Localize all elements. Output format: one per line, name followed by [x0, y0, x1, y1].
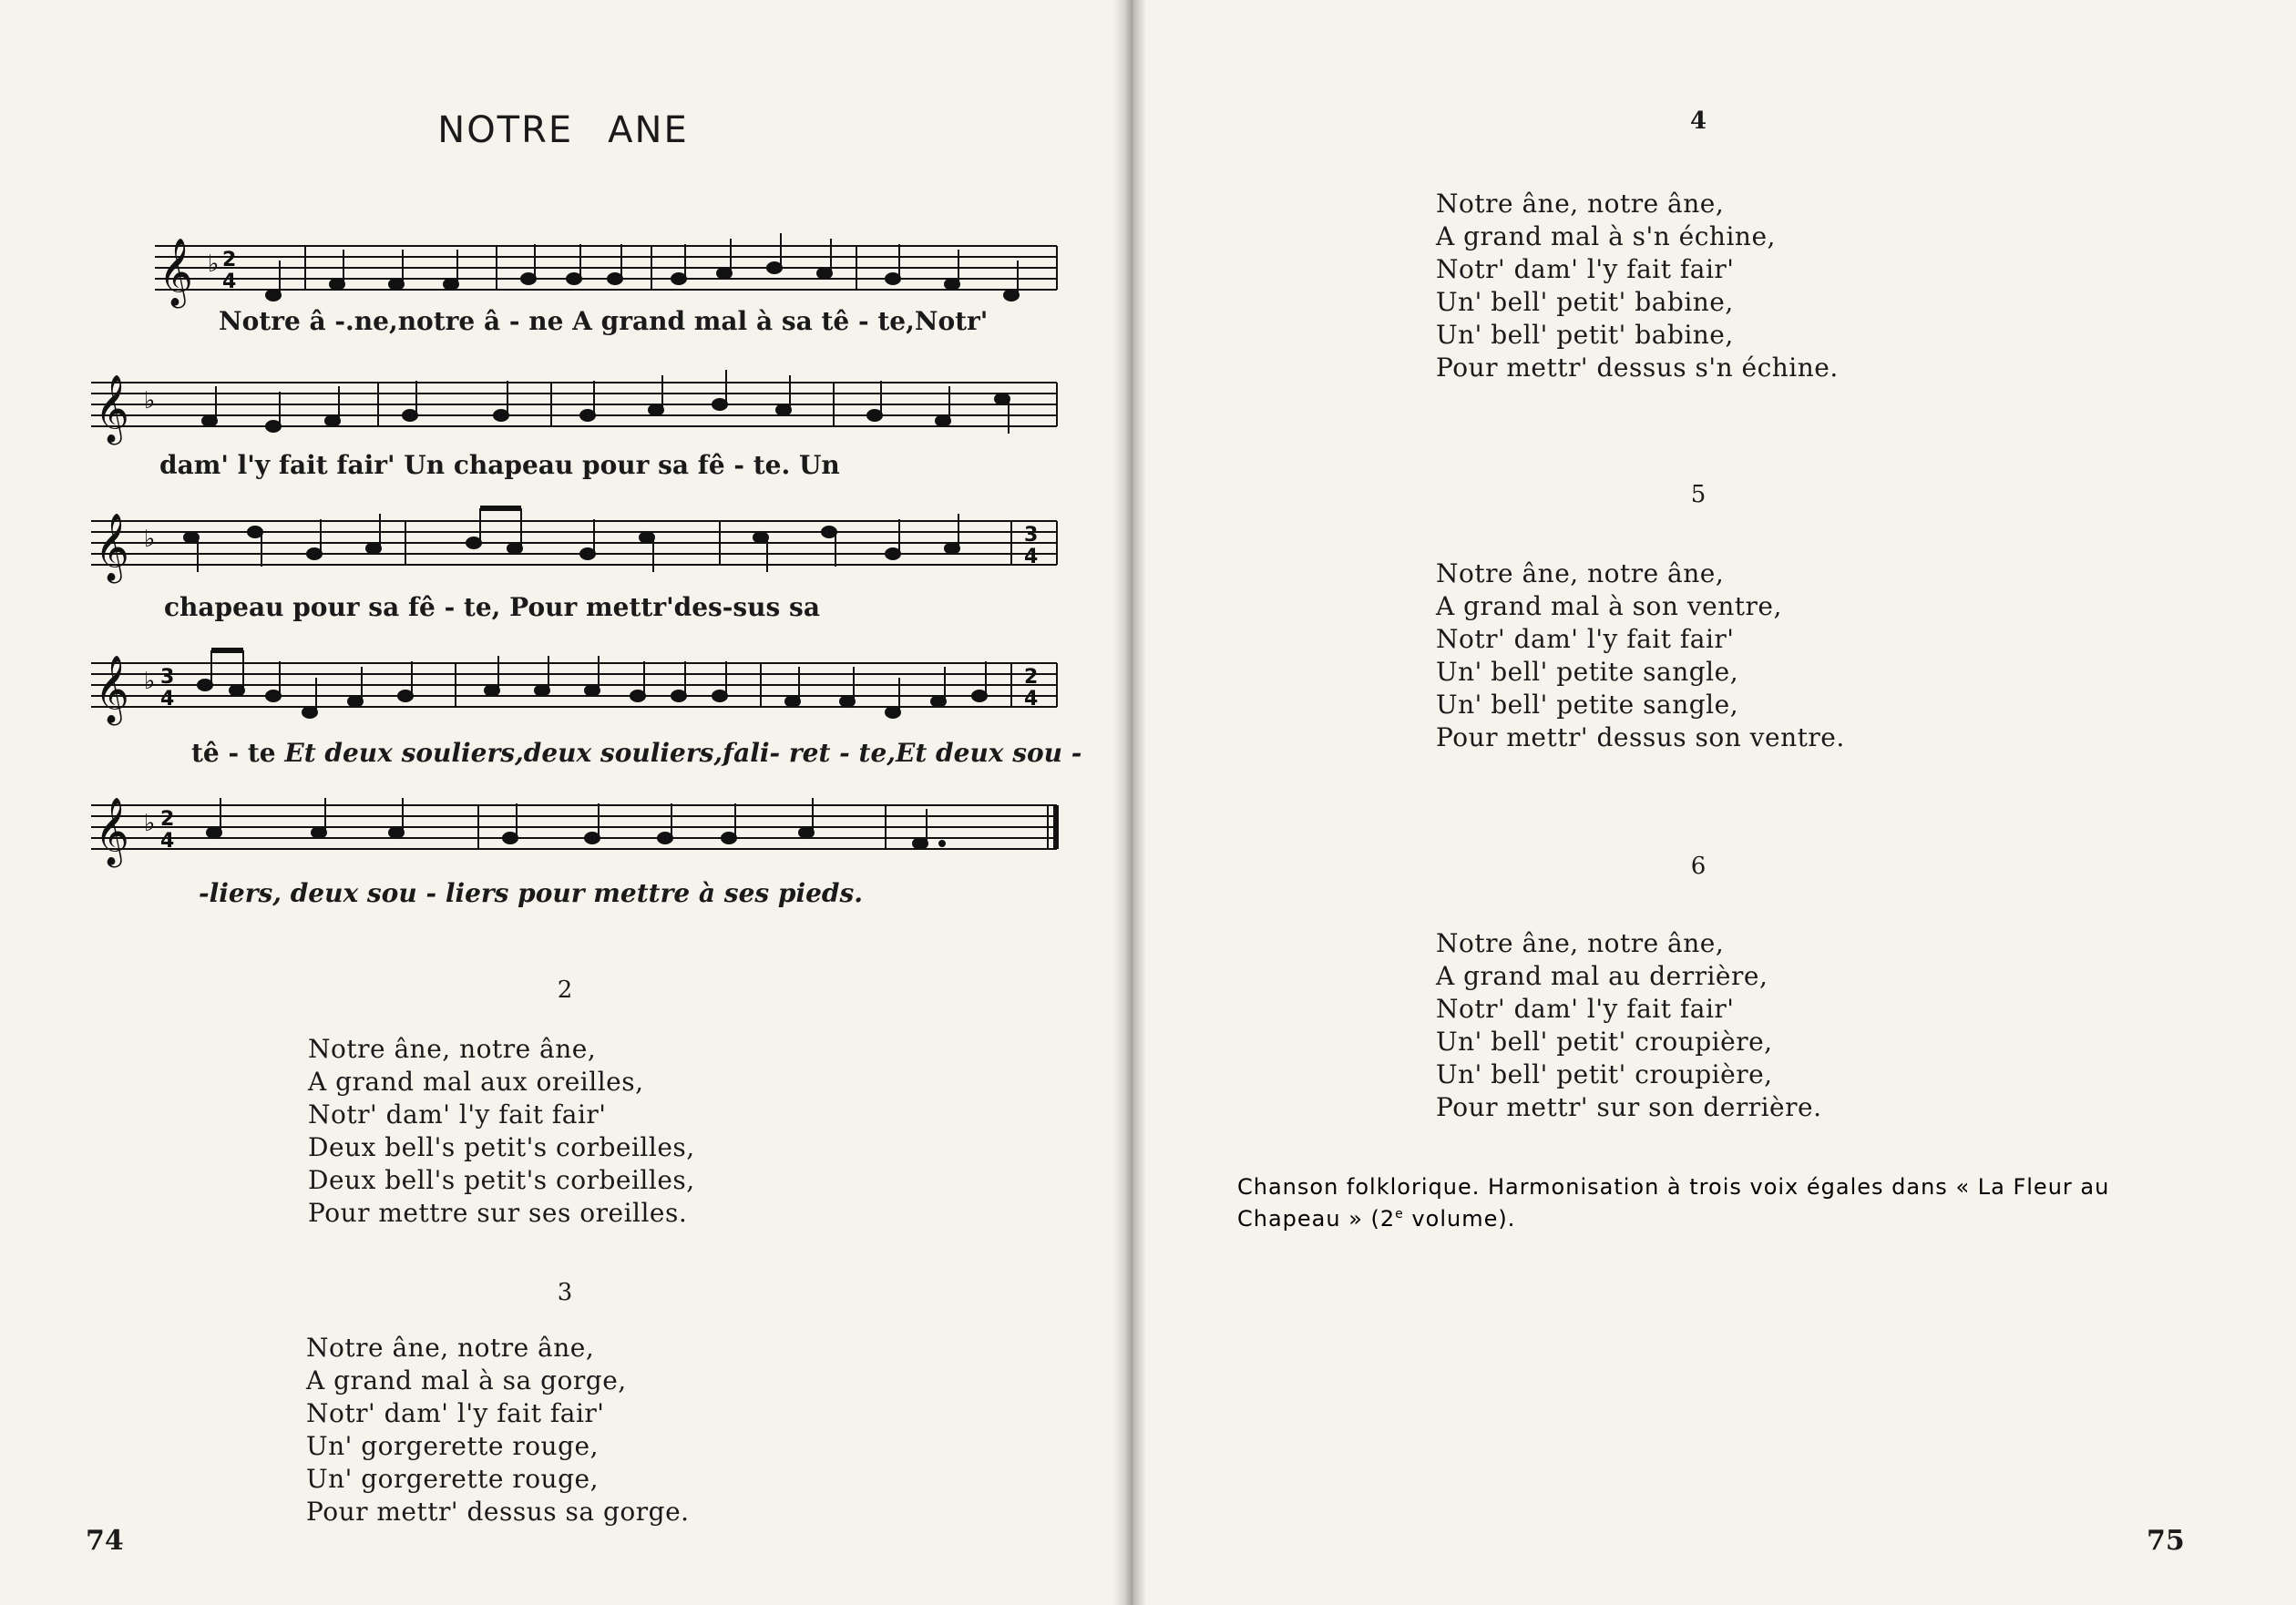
staff-4-svg [91, 647, 1075, 729]
svg-text:3: 3 [160, 666, 175, 689]
stanza-6-line: Notr' dam' l'y fait fair' [1436, 994, 1735, 1024]
stanza-4-line: Un' bell' petit' babine, [1436, 287, 1734, 317]
stanza-3 [306, 1332, 690, 1528]
stanza-5-line: Pour mettr' dessus son ventre. [1436, 722, 1845, 752]
stanza-5-line: Notre âne, notre âne, [1436, 558, 1725, 588]
stanza-5-number: 5 [1690, 481, 1707, 508]
page-number-left: 74 [86, 1525, 124, 1557]
music-staff-1 [155, 230, 1066, 306]
book-gutter [1113, 0, 1146, 1605]
stanza-5 [1436, 557, 1845, 754]
stanza-6-number: 6 [1690, 853, 1707, 880]
stanza-2-number: 2 [557, 976, 573, 1004]
stanza-4 [1436, 188, 1839, 384]
staff-1-svg [155, 230, 1066, 312]
svg-text:4: 4 [1024, 546, 1039, 568]
stanza-3-number: 3 [557, 1279, 573, 1306]
svg-text:♭: ♭ [144, 526, 156, 553]
svg-text:2: 2 [1024, 666, 1039, 689]
stanza-6-line: Un' bell' petit' croupière, [1436, 1027, 1773, 1057]
stanza-2-line: Notre âne, notre âne, [308, 1034, 597, 1064]
stanza-5-line: Un' bell' petite sangle, [1436, 657, 1739, 687]
music-staff-5 [91, 789, 1075, 865]
svg-text:𝄞: 𝄞 [95, 375, 129, 443]
stanza-4-line: A grand mal à s'n échine, [1436, 221, 1776, 251]
stanza-4-line: Notr' dam' l'y fait fair' [1436, 254, 1735, 284]
staff-5-svg [91, 789, 1075, 871]
music-staff-4 [91, 647, 1075, 723]
stanza-2-line: Notr' dam' l'y fait fair' [308, 1099, 607, 1130]
stanza-5-line: Notr' dam' l'y fait fair' [1436, 624, 1735, 654]
svg-text:♭: ♭ [144, 668, 156, 695]
svg-text:𝄞: 𝄞 [95, 656, 129, 723]
svg-text:♭: ♭ [144, 810, 156, 837]
svg-text:2: 2 [160, 808, 175, 831]
staff-2-svg [91, 366, 1075, 448]
svg-text:𝄞: 𝄞 [159, 239, 193, 306]
lyric-line-4 [191, 738, 1082, 768]
stanza-6-line: Pour mettr' sur son derrière. [1436, 1092, 1822, 1122]
music-staff-2 [91, 366, 1075, 443]
stanza-5-line: Un' bell' petite sangle, [1436, 690, 1739, 720]
stanza-3-line: Un' gorgerette rouge, [306, 1431, 599, 1461]
svg-text:𝄞: 𝄞 [95, 798, 129, 865]
title-word-1: NOTRE [437, 109, 574, 151]
stanza-4-number: 4 [1689, 107, 1707, 135]
left-page [0, 0, 1126, 1605]
stanza-6-line: A grand mal au derrière, [1436, 961, 1768, 991]
stanza-3-line: Un' gorgerette rouge, [306, 1464, 599, 1494]
stanza-6-line: Notre âne, notre âne, [1436, 928, 1725, 958]
lyric-line-3: chapeau pour sa fê - te, Pour mettr'des-sus sa [164, 592, 820, 622]
svg-text:4: 4 [160, 830, 175, 853]
stanza-2 [308, 1033, 695, 1230]
stanza-4-line: Notre âne, notre âne, [1436, 189, 1725, 219]
right-page [1133, 0, 2296, 1605]
svg-text:♭: ♭ [208, 250, 220, 278]
staff-3-svg [91, 505, 1075, 587]
stanza-2-line: Deux bell's petit's corbeilles, [308, 1132, 695, 1162]
title-word-2: ANE [608, 109, 689, 151]
lyric-line-2: dam' l'y fait fair' Un chapeau pour sa fê - te. Un [159, 450, 840, 480]
stanza-2-line: Deux bell's petit's corbeilles, [308, 1165, 695, 1195]
lyric-line-4-roman: tê - te [191, 738, 285, 768]
svg-text:4: 4 [222, 271, 237, 293]
stanza-4-line: Pour mettr' dessus s'n échine. [1436, 353, 1839, 383]
stanza-6 [1436, 927, 1821, 1124]
source-note [1237, 1173, 2185, 1232]
stanza-6-line: Un' bell' petit' croupière, [1436, 1059, 1773, 1089]
source-note-text-end: volume). [1403, 1206, 1516, 1232]
stanza-4-line: Un' bell' petit' babine, [1436, 320, 1734, 350]
stanza-3-line: A grand mal à sa gorge, [306, 1365, 627, 1395]
lyric-line-4-italic: Et deux souliers,deux souliers,fali- ret - te,Et deux sou - [284, 738, 1082, 768]
source-note-text: Chanson folklorique. Harmonisation à trois voix égales dans « La Fleur au Chapeau » (2 [1237, 1174, 2110, 1232]
svg-text:𝄞: 𝄞 [95, 514, 129, 581]
stanza-2-line: A grand mal aux oreilles, [308, 1067, 644, 1097]
stanza-5-line: A grand mal à son ventre, [1436, 591, 1782, 621]
lyric-line-5: -liers, deux sou - liers pour mettre à ses pieds. [199, 878, 864, 908]
stanza-3-line: Notr' dam' l'y fait fair' [306, 1398, 605, 1428]
page-number-right: 75 [2147, 1525, 2185, 1557]
svg-text:3: 3 [1024, 524, 1039, 547]
lyric-line-1: Notre â -.ne,notre â - ne A grand mal à sa tê - te,Notr' [219, 306, 989, 336]
svg-text:♭: ♭ [144, 387, 156, 414]
stanza-3-line: Notre âne, notre âne, [306, 1333, 595, 1363]
stanza-3-line: Pour mettr' dessus sa gorge. [306, 1497, 690, 1527]
svg-text:4: 4 [160, 688, 175, 710]
stanza-2-line: Pour mettre sur ses oreilles. [308, 1198, 688, 1228]
song-title [0, 109, 1126, 151]
svg-text:4: 4 [1024, 688, 1039, 710]
source-note-superscript: e [1395, 1207, 1404, 1222]
svg-text:2: 2 [222, 249, 237, 271]
music-staff-3 [91, 505, 1075, 581]
